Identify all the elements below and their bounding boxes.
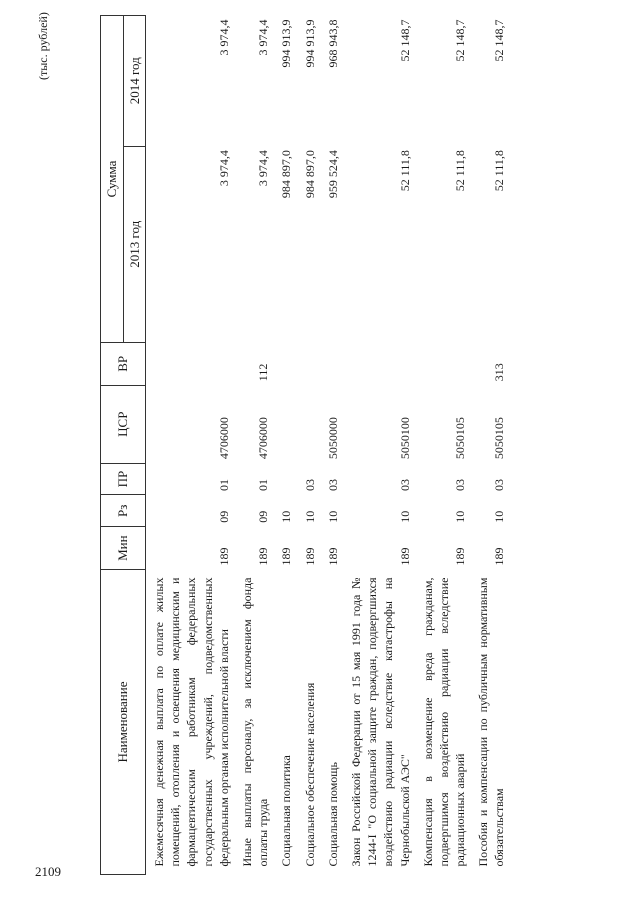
row-pr: 01 (256, 478, 271, 491)
row-name: Ежемесячная денежная выплата по оплате жилых помещений, отопления и освещения медицинским и фармацевтическим работникам федеральных государственных учреждений, подведомственных федеральным органам исполнительной власти (152, 577, 231, 867)
row-vr (273, 342, 296, 385)
header-name: Наименование (101, 570, 146, 875)
row-sum-2014: 994 913,9 (302, 19, 317, 68)
row-rz: 10 (492, 510, 507, 523)
row-vr (146, 342, 234, 385)
table-row (234, 16, 273, 875)
row-sum-2013: 3 974,4 (216, 150, 231, 187)
row-sum-2013: 984 897,0 (302, 150, 317, 199)
row-rz: 10 (325, 510, 340, 523)
row-rz: 10 (397, 510, 412, 523)
header-csr: ЦСР (101, 385, 146, 463)
row-min: 189 (256, 547, 271, 566)
row-name: Социальная помощь (325, 761, 340, 867)
row-vr (415, 342, 471, 385)
row-sum-2014: 52 148,7 (453, 19, 468, 62)
row-rz: 10 (279, 510, 294, 523)
row-min: 189 (279, 547, 294, 566)
row-csr (297, 385, 320, 463)
row-pr: 03 (397, 478, 412, 491)
row-rz: 09 (256, 510, 271, 523)
row-name: Иные выплаты персоналу, за исключением фонда оплаты труда (240, 577, 271, 867)
row-pr: 03 (492, 478, 507, 491)
row-sum-2013: 3 974,4 (256, 150, 271, 187)
row-vr: 112 (256, 363, 271, 382)
table-row (415, 16, 471, 875)
header-pr: ПР (101, 463, 146, 495)
page-number: 2109 (35, 864, 61, 879)
row-sum-2014: 52 148,7 (492, 19, 507, 62)
header-min: Мин (101, 527, 146, 570)
header-2013: 2013 год (123, 146, 146, 342)
row-sum-2014: 968 943,8 (325, 19, 340, 68)
row-csr: 5050000 (325, 417, 340, 460)
row-name: Социальное обеспечение населения (302, 682, 317, 867)
row-sum-2013: 52 111,8 (453, 150, 468, 192)
header-rz: Рз (101, 495, 146, 527)
table-row (146, 16, 234, 875)
header-vr: ВР (101, 342, 146, 385)
row-csr: 4706000 (256, 417, 271, 460)
table-row (320, 16, 343, 875)
row-min: 189 (325, 547, 340, 566)
header-2014: 2014 год (123, 16, 146, 147)
row-csr: 4706000 (216, 417, 231, 460)
row-pr: 03 (325, 478, 340, 491)
row-vr (343, 342, 415, 385)
row-sum-2014: 994 913,9 (279, 19, 294, 68)
row-vr: 313 (492, 363, 507, 382)
row-rz: 10 (302, 510, 317, 523)
row-csr: 5050105 (453, 417, 468, 460)
row-pr: 03 (302, 478, 317, 491)
row-sum-2013: 984 897,0 (279, 150, 294, 199)
row-sum-2013: 52 111,8 (492, 150, 507, 192)
table-row (297, 16, 320, 875)
row-sum-2014: 3 974,4 (216, 19, 231, 56)
row-sum-2014: 52 148,7 (397, 19, 412, 62)
row-min: 189 (453, 547, 468, 566)
row-min: 189 (492, 547, 507, 566)
row-sum-2013: 959 524,4 (325, 150, 340, 199)
row-name: Социальная политика (279, 755, 294, 867)
header-sum: Сумма (101, 16, 124, 343)
row-csr (273, 385, 296, 463)
row-sum-2013: 52 111,8 (397, 150, 412, 192)
row-sum-2014: 3 974,4 (256, 19, 271, 56)
row-name: Закон Российской Федерации от 15 мая 1991 года № 1244-I "О социальной защите граждан, подвергшихся воздействию радиации вследствие катастрофы на Чернобыльской АЭС" (348, 577, 412, 867)
table-row (470, 16, 513, 875)
table-row (273, 16, 296, 875)
row-min: 189 (216, 547, 231, 566)
row-csr: 5050100 (397, 417, 412, 460)
row-rz: 09 (216, 510, 231, 523)
row-name: Пособия и компенсации по публичным нормативным обязательствам (476, 577, 507, 867)
row-pr: 01 (216, 478, 231, 491)
table-row (343, 16, 415, 875)
units-label: (тыс. рублей) (36, 12, 50, 80)
row-vr (320, 342, 343, 385)
row-rz: 10 (453, 510, 468, 523)
budget-table (100, 15, 514, 875)
row-vr (297, 342, 320, 385)
row-pr (273, 463, 296, 495)
row-name: Компенсация в возмещение вреда гражданам, подвергшимся воздействию радиации вследствие радиационных аварий (420, 577, 468, 867)
row-min: 189 (397, 547, 412, 566)
row-csr: 5050105 (492, 417, 507, 460)
row-min: 189 (302, 547, 317, 566)
row-pr: 03 (453, 478, 468, 491)
